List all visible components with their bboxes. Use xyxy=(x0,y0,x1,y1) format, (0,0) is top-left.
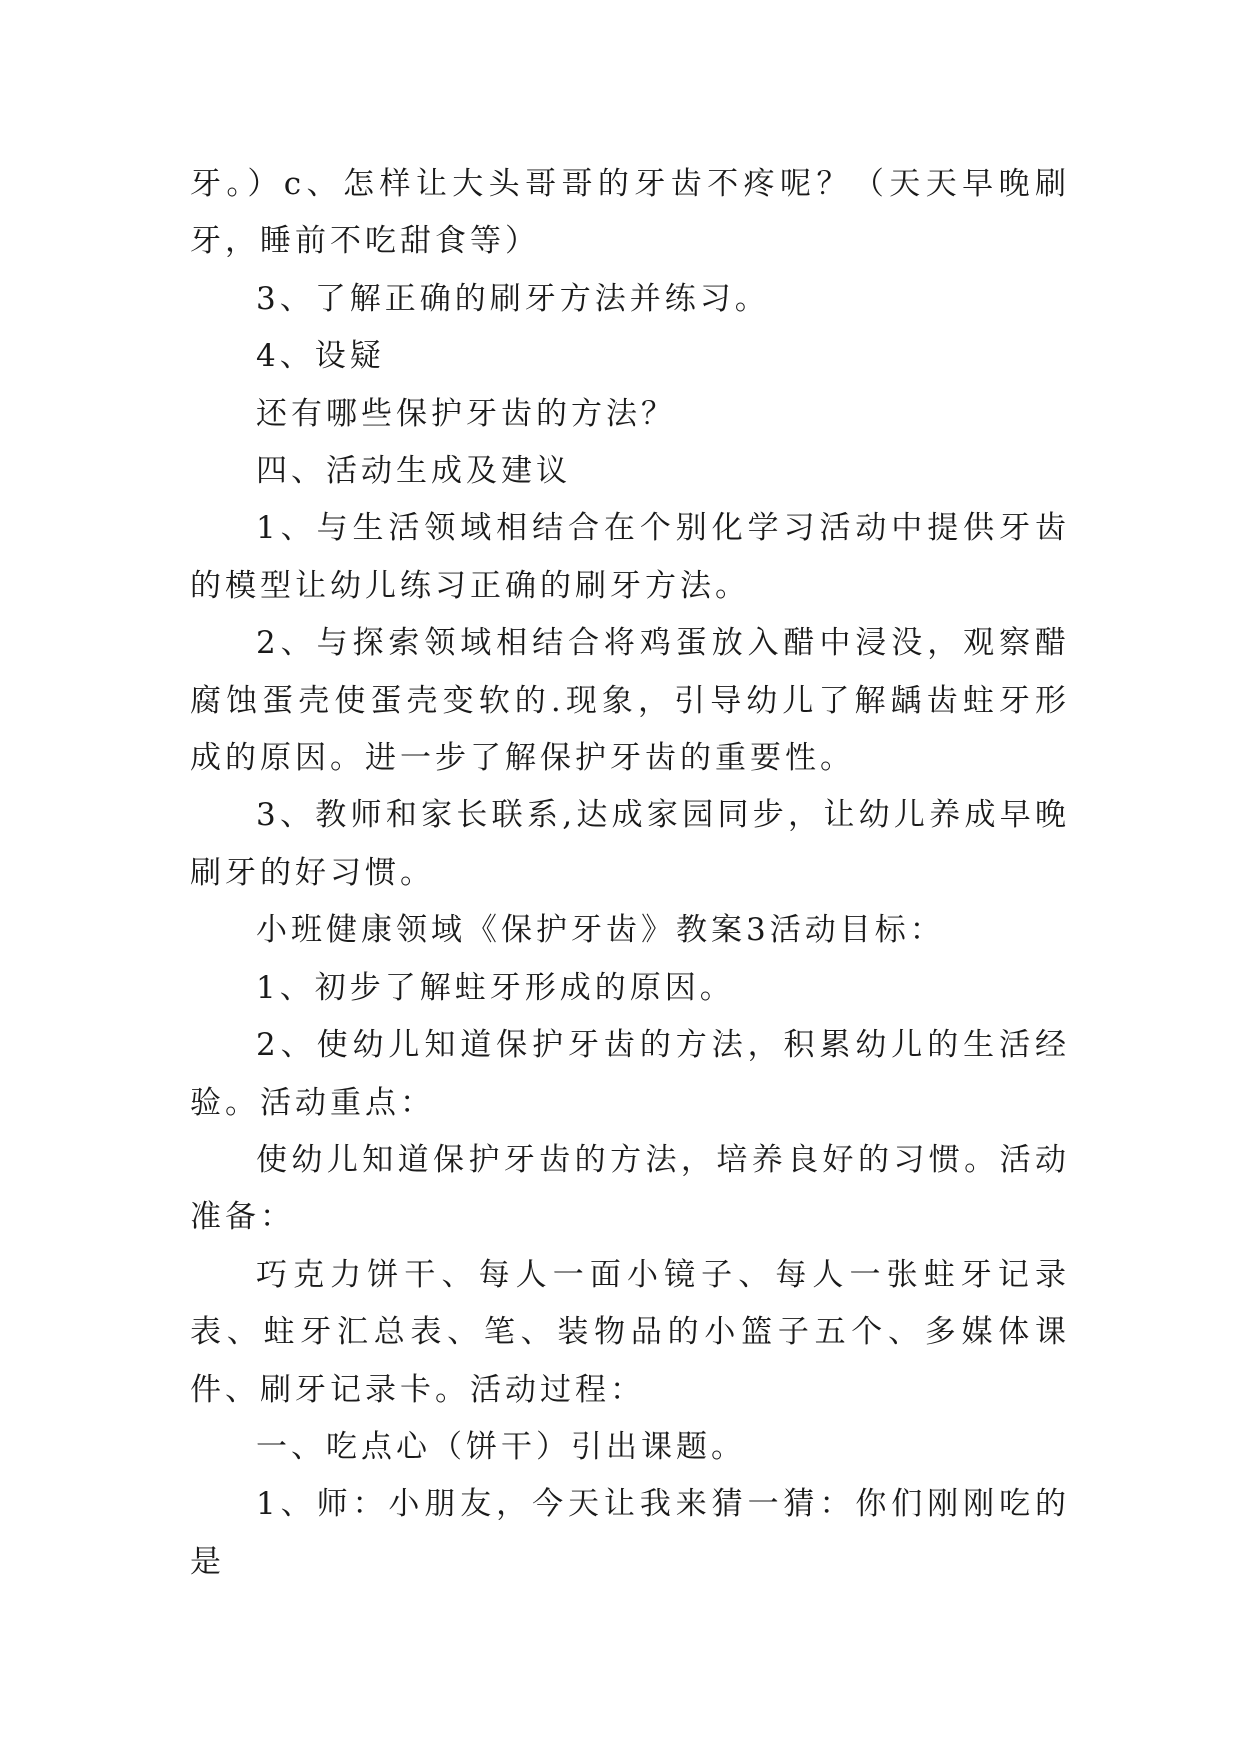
paragraph: 3、教师和家长联系,达成家园同步，让幼儿养成早晚刷牙的好习惯。 xyxy=(190,797,1070,891)
section-heading: 一、吃点心（饼干）引出课题。 xyxy=(256,1428,746,1465)
paragraph: 1、初步了解蛀牙形成的原因。 xyxy=(256,969,735,1006)
document-body xyxy=(190,156,1070,1591)
paragraph: 4、设疑 xyxy=(256,338,385,375)
paragraph: 1、师：小朋友，今天让我来猜一猜：你们刚刚吃的是 xyxy=(190,1486,1070,1580)
paragraph: 巧克力饼干、每人一面小镜子、每人一张蛀牙记录表、蛀牙汇总表、笔、装物品的小篮子五个、多媒体课件、刷牙记录卡。活动过程： xyxy=(190,1256,1070,1408)
paragraph: 2、使幼儿知道保护牙齿的方法，积累幼儿的生活经验。活动重点： xyxy=(190,1027,1070,1121)
section-heading: 四、活动生成及建议 xyxy=(256,453,571,490)
lesson-title: 小班健康领域《保护牙齿》教案3活动目标： xyxy=(256,912,945,949)
paragraph: 还有哪些保护牙齿的方法？ xyxy=(256,395,676,432)
paragraph: 1、与生活领域相结合在个别化学习活动中提供牙齿的模型让幼儿练习正确的刷牙方法。 xyxy=(190,510,1070,604)
paragraph: 牙。）c、怎样让大头哥哥的牙齿不疼呢？（天天早晚刷牙，睡前不吃甜食等） xyxy=(190,166,1070,260)
paragraph: 3、了解正确的刷牙方法并练习。 xyxy=(256,280,770,317)
paragraph: 使幼儿知道保护牙齿的方法，培养良好的习惯。活动准备： xyxy=(190,1141,1070,1236)
paragraph: 2、与探索领域相结合将鸡蛋放入醋中浸没，观察醋腐蚀蛋壳使蛋壳变软的.现象，引导幼儿了解龋齿蛀牙形成的原因。进一步了解保护牙齿的重要性。 xyxy=(190,625,1070,777)
